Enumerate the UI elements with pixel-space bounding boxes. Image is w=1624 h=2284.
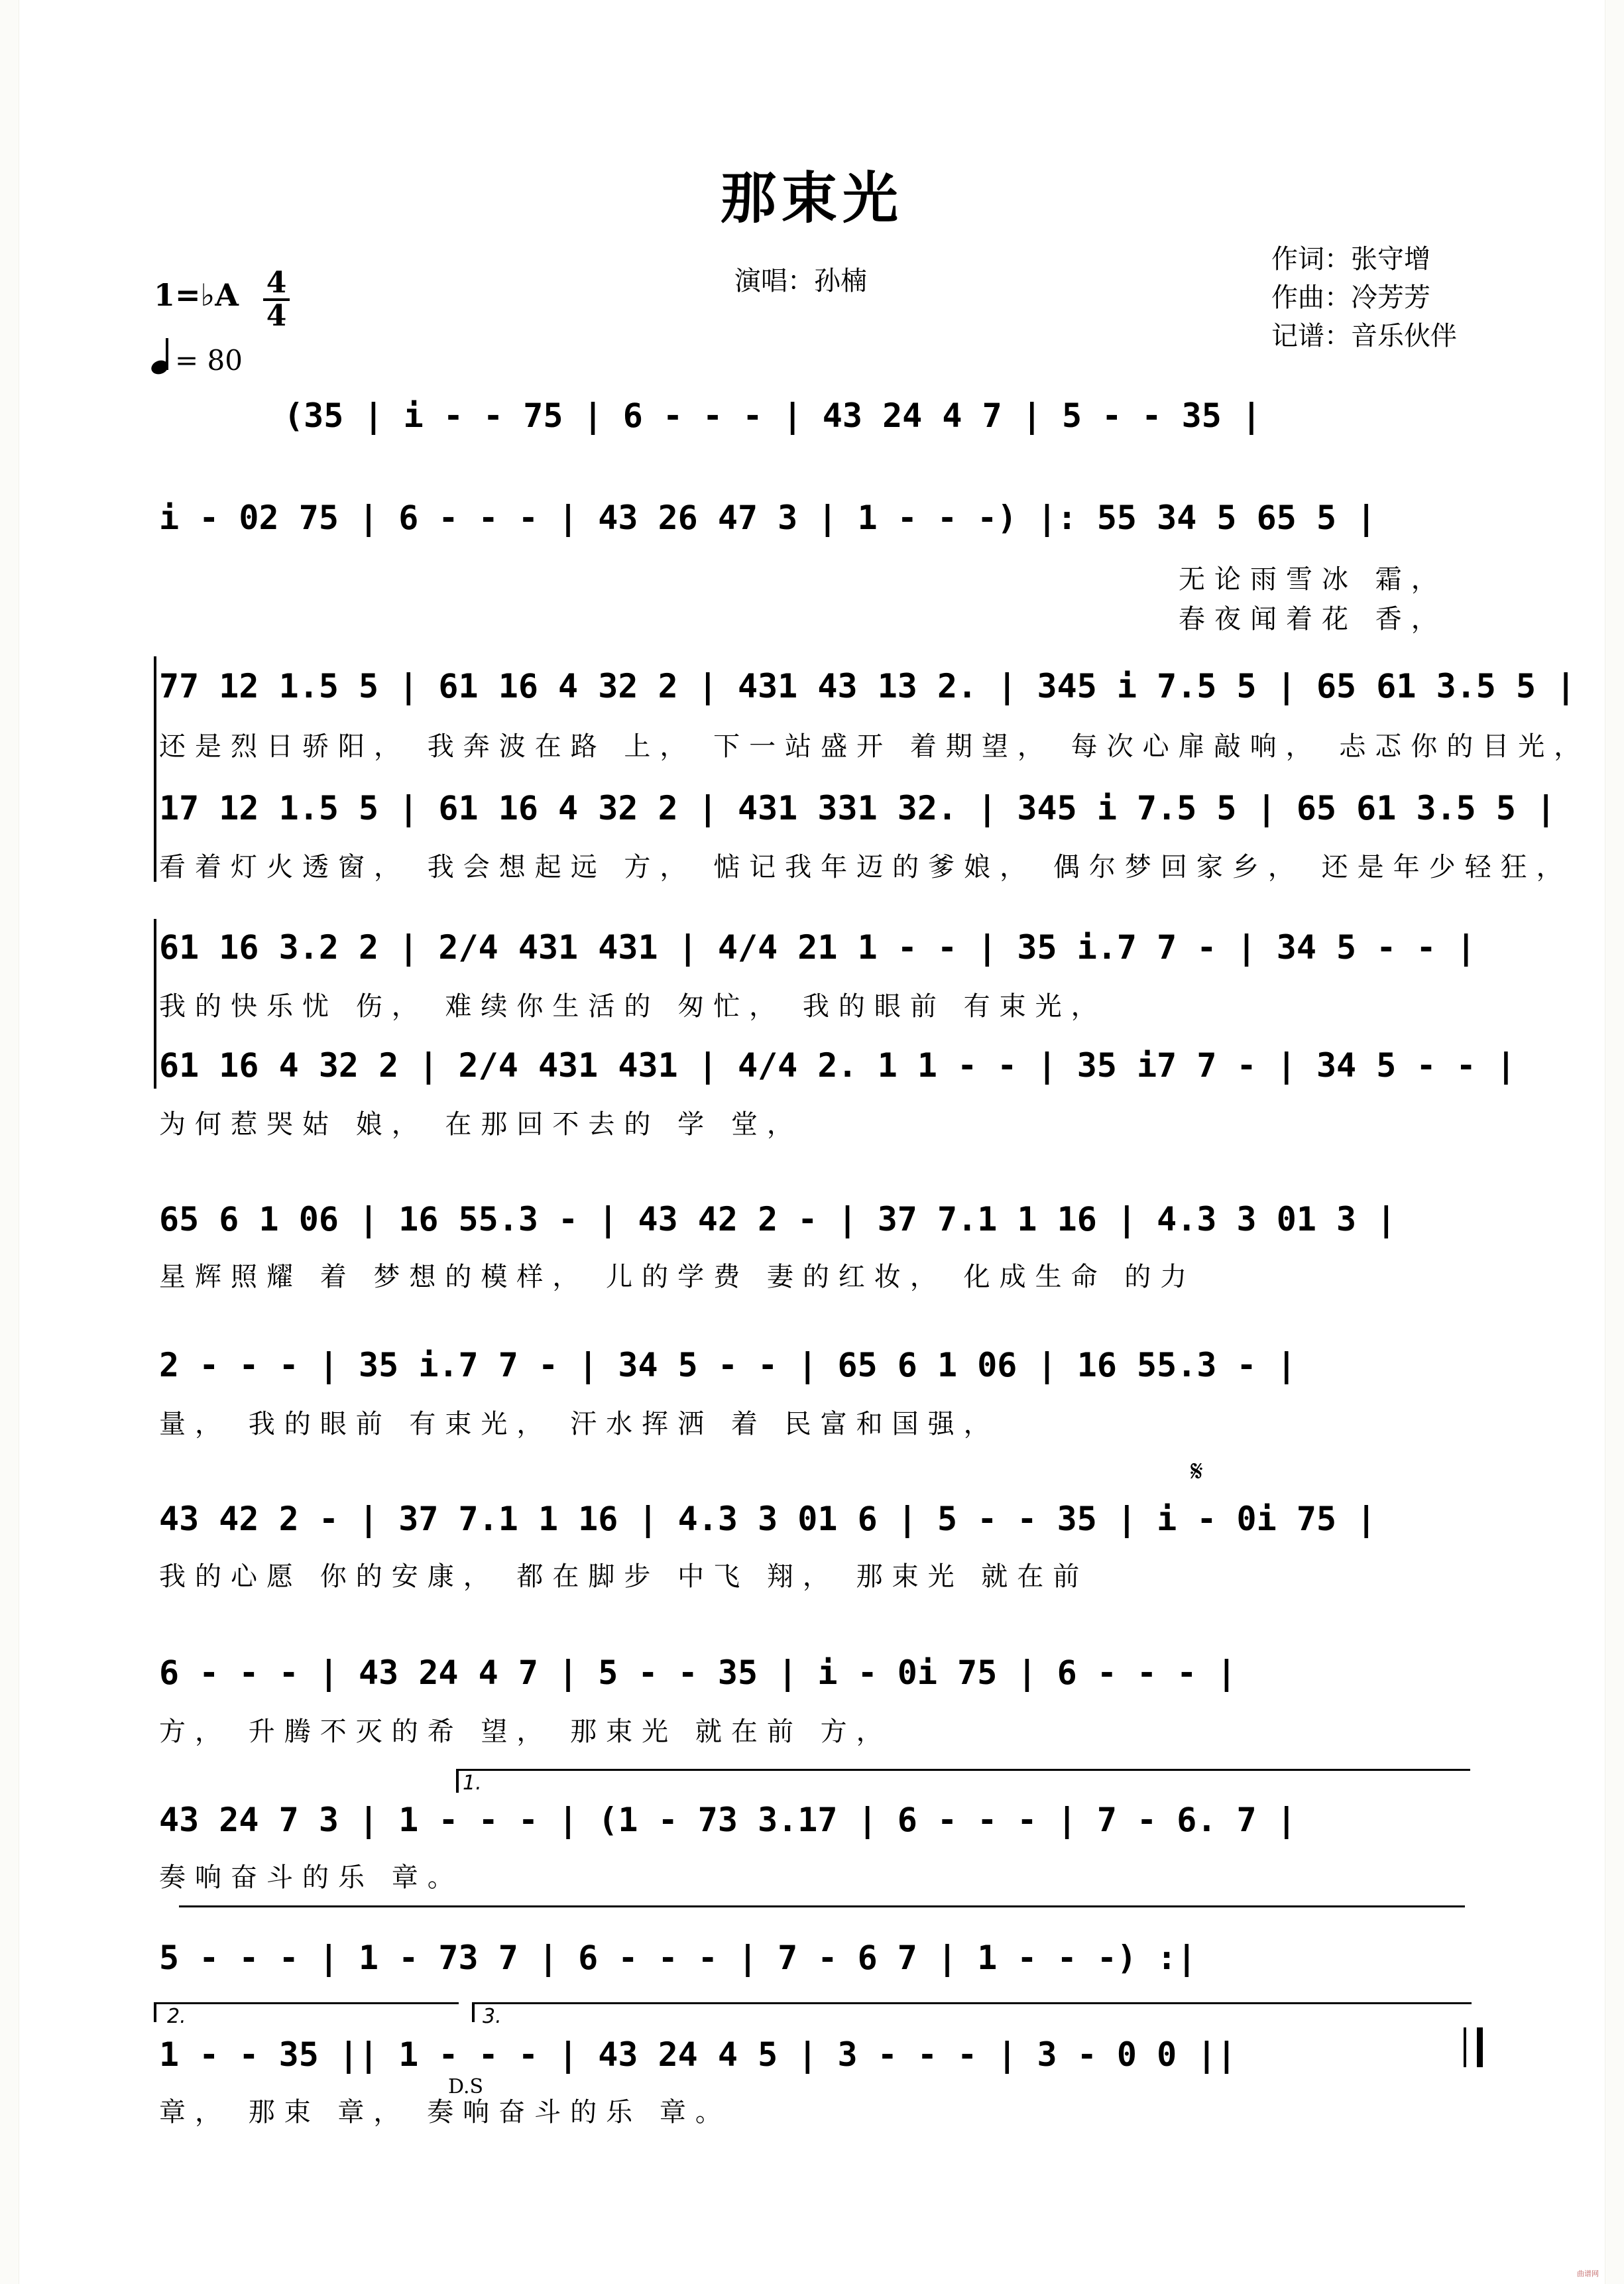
repeat-extension-line [179,1905,1465,1907]
system-brace-line-2 [154,919,156,1089]
meter-bottom: 4 [266,299,287,333]
score-row-2-lyrics-b: 春夜闻着花 香， [1179,604,1447,634]
right-margin-strip [1605,0,1624,2284]
volta-3-hook [472,2002,475,2022]
score-row-12-notes: 5 - - - | 1 - 73 7 | 6 - - - | 7 - 6 7 | 1 - - -) :| [159,1939,1197,1977]
score-row-1-notes: (35 | i - - 75 | 6 - - - | 43 24 4 7 | 5 - - 35 | [284,396,1262,435]
score-row-9-lyrics: 我的心愿 你的安康， 都在脚步 中飞 翔， 那束光 就在前 [159,1561,1089,1592]
final-double-barline [1464,2027,1483,2067]
composer-credit: 作曲：冷芳芳 [1271,282,1430,313]
transcriber-credit: 记谱：音乐伙伴 [1271,321,1457,351]
score-row-8-notes: 2 - - - | 35 i.7 7 - | 34 5 - - | 65 6 1 06 | 16 55.3 - | [159,1346,1297,1384]
left-margin-strip [0,0,19,2284]
score-row-13-notes: 1 - - 35 || 1 - - - | 43 24 4 5 | 3 - - - | 3 - 0 0 || [159,2035,1237,2074]
volta-1-label: 1. [463,1772,482,1795]
volta-3-label: 3. [483,2005,502,2028]
score-row-4-notes: 17 12 1.5 5 | 61 16 4 32 2 | 431 331 32. | 345 i 7.5 5 | 65 61 3.5 5 | [159,789,1556,827]
score-row-11-lyrics: 奏响奋斗的乐 章。 [159,1862,463,1893]
score-row-10-lyrics: 方， 升腾不灭的希 望， 那束光 就在前 方， [159,1716,892,1747]
score-row-7-lyrics: 星辉照耀 着 梦想的模样， 儿的学费 妻的红妆， 化成生命 的力 [159,1262,1196,1292]
score-row-3-lyrics: 还是烈日骄阳， 我奔波在路 上， 下一站盛开 着期望， 每次心扉敲响， 忐忑你的目光， [159,731,1590,762]
score-row-10-notes: 6 - - - | 43 24 4 7 | 5 - - 35 | i - 0i 75 | 6 - - - | [159,1653,1237,1692]
score-row-6-lyrics: 为何惹哭姑 娘， 在那回不去的 学 堂， [159,1109,803,1140]
score-row-11-notes: 43 24 7 3 | 1 - - - | (1 - 73 3.17 | 6 - - - | 7 - 6. 7 | [159,1801,1297,1839]
dal-segno-mark: D.S [448,2075,484,2098]
song-title: 那束光 [720,166,903,231]
score-row-2-notes: i - 02 75 | 6 - - - | 43 26 47 3 | 1 - - -) |: 55 34 5 65 5 | [159,499,1377,537]
score-row-4-lyrics: 看着灯火透窗， 我会想起远 方， 惦记我年迈的爹娘， 偶尔梦回家乡， 还是年少轻狂， [159,852,1572,882]
key-signature: 1=♭A [154,277,239,313]
score-row-7-notes: 65 6 1 06 | 16 55.3 - | 43 42 2 - | 37 7.1 1 16 | 4.3 3 01 3 | [159,1200,1397,1238]
tempo-value: = 80 [175,344,243,377]
lyricist-credit: 作词：张守增 [1271,244,1430,274]
volta-1-bracket [456,1769,1470,1771]
volta-2-label: 2. [167,2005,186,2028]
singer-credit: 演唱：孙楠 [734,266,867,296]
volta-1-hook [456,1769,459,1793]
site-watermark: 曲谱网 [1577,2269,1599,2278]
volta-2-hook [154,2002,156,2022]
score-row-3-notes: 77 12 1.5 5 | 61 16 4 32 2 | 431 43 13 2. | 345 i 7.5 5 | 65 61 3.5 5 | [159,667,1576,705]
score-row-5-lyrics: 我的快乐忧 伤， 难续你生活的 匆忙， 我的眼前 有束光， [159,991,1107,1022]
score-row-8-lyrics: 量， 我的眼前 有束光， 汗水挥洒 着 民富和国强， [159,1409,1000,1439]
score-row-5-notes: 61 16 3.2 2 | 2/4 431 431 | 4/4 21 1 - - | 35 i.7 7 - | 34 5 - - | [159,928,1476,967]
score-row-9-notes: 43 42 2 - | 37 7.1 1 16 | 4.3 3 01 6 | 5 - - 35 | i - 0i 75 | [159,1500,1377,1538]
volta-2-bracket [154,2002,459,2004]
meter-top: 4 [266,266,287,300]
score-row-2-lyrics-a: 无论雨雪冰 霜， [1179,564,1447,595]
credits-block [1271,240,1457,355]
tempo-mark [151,338,243,377]
score-row-6-notes: 61 16 4 32 2 | 2/4 431 431 | 4/4 2. 1 1 - - | 35 i7 7 - | 34 5 - - | [159,1046,1516,1085]
segno-icon: 𝄋 [1190,1455,1203,1488]
score-row-13-lyrics: 章， 那束 章， 奏响奋斗的乐 章。 [159,2097,731,2128]
system-brace-line-1 [154,656,156,882]
time-signature [261,268,292,331]
volta-3-bracket [472,2002,1472,2004]
